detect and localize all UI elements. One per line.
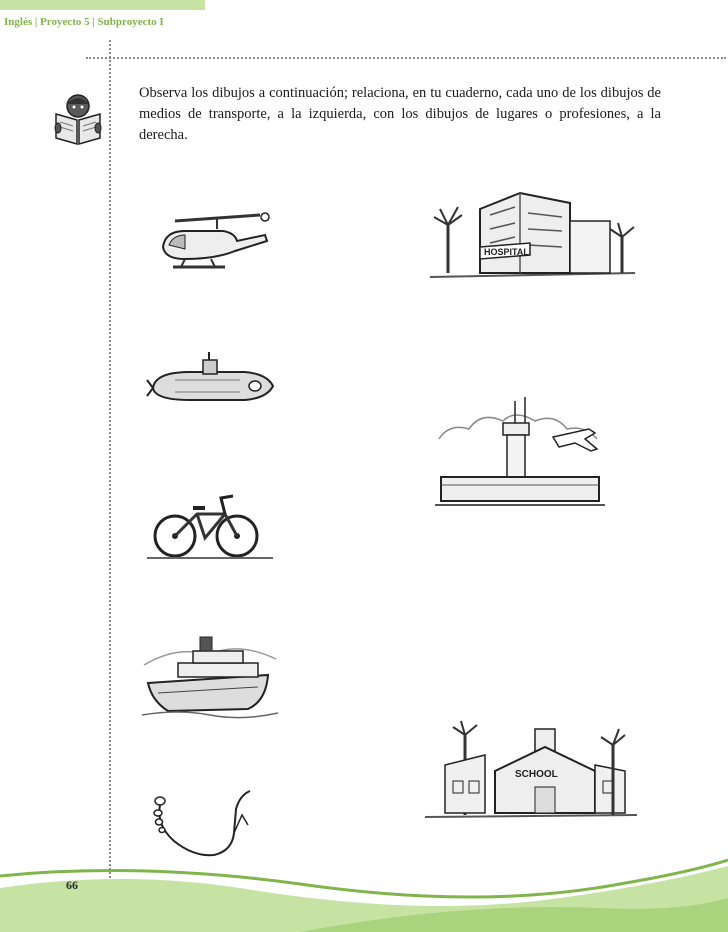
school-sign-text: SCHOOL (515, 769, 558, 780)
horizontal-dotted-divider (86, 57, 726, 59)
hospital-icon (430, 185, 640, 285)
page-number: 66 (66, 878, 78, 892)
bicycle-icon (145, 488, 275, 564)
helicopter-icon (145, 205, 280, 277)
header-accent-bar (0, 0, 205, 10)
school-icon (425, 715, 640, 825)
footer-wave (0, 858, 728, 932)
foot-icon (150, 785, 260, 863)
instructions-paragraph: Observa los dibujos a continuación; relaciona, en tu cuaderno, cada uno de los dibujos de medios de transporte, a la izquierda, con los dibujos de lugares o profesiones, a la derecha. (139, 85, 661, 143)
reading-child-icon (50, 90, 106, 146)
header-title: Inglés | Proyecto 5 | Subproyecto I (4, 16, 164, 28)
hospital-sign-text: HOSPITAL (484, 247, 529, 257)
airport-icon (435, 395, 605, 510)
vertical-dotted-divider (109, 40, 111, 882)
ship-icon (138, 625, 283, 720)
submarine-icon (145, 350, 280, 415)
